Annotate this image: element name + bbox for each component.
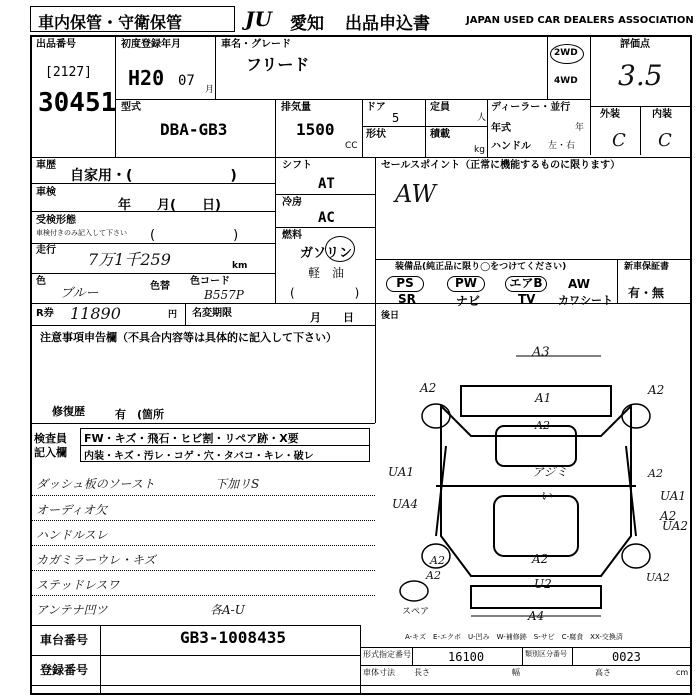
displacement-unit: CC xyxy=(345,141,358,151)
repair-value: 有 (箇所 xyxy=(115,408,165,421)
handle-label: ハンドル xyxy=(491,141,531,152)
recycle-value: 11890 xyxy=(70,304,121,323)
capacity-label: 定員 xyxy=(430,102,450,113)
damage-mark: い xyxy=(540,489,553,503)
notes-label: 注意事項申告欄（不具合内容等は具体的に記入して下さい） xyxy=(40,331,337,344)
car-damage-diagram xyxy=(376,326,692,646)
name-change-label: 名変期限 xyxy=(192,308,232,319)
lot-code: [2127] xyxy=(45,65,92,80)
class-number-label: 類別区分番号 xyxy=(525,650,567,658)
region-label: 愛知 xyxy=(290,14,324,34)
width-label: 幅 xyxy=(512,668,520,677)
damage-mark: A2 xyxy=(532,552,549,566)
lot-number: 30451 xyxy=(38,88,117,118)
year-label: 年式 xyxy=(491,123,511,134)
damage-mark: UA4 xyxy=(392,497,419,511)
warranty-value: 有・無 xyxy=(628,286,665,300)
damage-mark: A4 xyxy=(528,609,545,623)
damage-mark: A3 xyxy=(532,345,550,360)
acceptance-note: 車検付きのみ記入して下さい xyxy=(36,229,127,237)
type-number-label: 形式指定番号 xyxy=(363,650,411,659)
height-label: 高さ xyxy=(595,668,611,677)
type-value: DBA-GB3 xyxy=(160,120,228,139)
fuel-value: ガソリン xyxy=(300,246,353,261)
repair-label: 修復歴 xyxy=(52,405,85,418)
association-name: JAPAN USED CAR DEALERS ASSOCIATION xyxy=(466,15,694,26)
inspection-label: 車検 xyxy=(36,187,56,198)
damage-mark: A2 xyxy=(648,383,665,397)
equip-navi: ナビ xyxy=(456,294,481,308)
sales-point-label: セールスポイント（正常に機能するものに限ります） xyxy=(381,160,621,171)
equipment-label: 装備品(純正品に限り◯をつけてください) xyxy=(395,262,567,272)
displacement-label: 排気量 xyxy=(281,102,311,113)
fuel-alt-value: 軽 油 xyxy=(308,266,345,280)
type-number-value: 16100 xyxy=(448,650,485,664)
remark-line: ダッシュ板のソースト xyxy=(36,477,155,491)
remark-line: ステッドレスワ xyxy=(36,578,120,592)
dealer-label: ディーラー・並行 xyxy=(491,102,571,113)
color-code-value: B557P xyxy=(204,288,244,302)
damage-mark: A2 xyxy=(420,381,437,395)
chassis-value: GB3-1008435 xyxy=(180,628,286,647)
mileage-unit: km xyxy=(232,261,248,271)
model-value: フリード xyxy=(246,55,310,74)
repaint-label: 色替 xyxy=(150,281,170,292)
registration-label: 初度登録年月 xyxy=(121,39,181,50)
inspector-row2: 内装・キズ・汚レ・コゲ・穴・タバコ・キレ・破レ xyxy=(84,451,314,462)
aircon-value: AC xyxy=(318,210,335,226)
chassis-label: 車台番号 xyxy=(40,633,89,647)
load-label: 積載 xyxy=(430,129,450,140)
size-unit: cm xyxy=(676,668,689,677)
remark-line: ハンドルスレ xyxy=(36,528,108,542)
type-label: 型式 xyxy=(121,102,141,113)
damage-mark: A1 xyxy=(535,391,552,405)
remark-side-note: 下加リS xyxy=(215,477,260,491)
drive-2wd-text: 2WD xyxy=(554,48,578,58)
storage-label: 車内保管・守衛保管 xyxy=(38,13,183,32)
damage-mark: UA1 xyxy=(660,489,687,503)
inspector-row1: FW・キズ・飛石・ヒビ割・リペア跡・X要 xyxy=(84,432,299,445)
model-label: 車名・グレード xyxy=(221,39,291,50)
history-value: 自家用・( ) xyxy=(70,168,237,184)
sales-point-value: AW xyxy=(395,180,437,208)
inspection-value: 年 月( 日) xyxy=(118,198,221,213)
registration-era: H20 xyxy=(128,66,165,90)
exterior-label: 外装 xyxy=(600,109,620,120)
size-label: 車体寸法 xyxy=(363,668,395,677)
damage-mark: UA1 xyxy=(388,465,415,479)
fuel-selected-circle xyxy=(325,236,355,262)
recycle-label: R券 xyxy=(36,308,54,319)
mileage-value: 7万1千259 xyxy=(88,250,171,269)
name-change-value: 月 日 xyxy=(310,311,354,324)
drive-4wd-text: 4WD xyxy=(554,76,578,86)
ju-logo: JU xyxy=(245,7,272,31)
score-label: 評価点 xyxy=(620,39,650,50)
equip-aw: AW xyxy=(568,277,590,291)
shift-label: シフト xyxy=(282,160,312,171)
doors-label: ドア xyxy=(366,102,386,113)
doors-value: 5 xyxy=(392,111,400,125)
history-label: 車歴 xyxy=(36,160,56,171)
equip-sr: SR xyxy=(398,292,416,306)
warranty-label: 新車保証書 xyxy=(624,262,670,272)
interior-label: 内装 xyxy=(652,109,672,120)
inspector-label: 検査員記入欄 xyxy=(34,432,67,459)
fuel-other: ( ) xyxy=(290,286,360,300)
class-number-value: 0023 xyxy=(612,650,641,664)
damage-mark: A2 xyxy=(426,569,441,582)
displacement-value: 1500 xyxy=(296,120,335,139)
load-unit: kg xyxy=(474,145,485,155)
length-label: 長さ xyxy=(414,668,430,677)
year-unit: 年 xyxy=(575,123,585,133)
reg-number-label: 登録番号 xyxy=(40,663,89,677)
score-value: 3.5 xyxy=(618,59,663,92)
remark-line: カガミラーウレ・キズ xyxy=(36,553,156,567)
mileage-label: 走行 xyxy=(36,245,56,256)
shift-value: AT xyxy=(318,176,335,192)
acceptance-label: 受検形態 xyxy=(36,215,76,226)
equip-leather: カワシート xyxy=(558,294,613,307)
color-label: 色 xyxy=(36,276,46,287)
equip-ps: PS xyxy=(386,276,424,292)
damage-mark: UA2 xyxy=(646,571,670,584)
equip-airbag: エアB xyxy=(505,276,547,292)
capacity-unit: 人 xyxy=(477,113,487,123)
equip-tv: TV xyxy=(518,292,536,306)
damage-mark: A2 xyxy=(660,509,677,523)
remark-side-note: 各A-U xyxy=(210,603,245,617)
damage-mark: A2 xyxy=(430,554,445,567)
remark-line: アンテナ凹ツ xyxy=(36,603,108,617)
exterior-grade: C xyxy=(612,130,626,151)
handle-options: 左・右 xyxy=(548,141,576,151)
fuel-label: 燃料 xyxy=(282,230,302,241)
later-label: 後日 xyxy=(381,311,400,321)
damage-mark: UA2 xyxy=(662,519,689,533)
damage-legend: A-キズ E-エクボ U-凹み W-補修跡 S-サビ C-腐食 XX-交換済 xyxy=(405,633,623,641)
color-value: ブルー xyxy=(60,286,99,301)
spare-label: スペア xyxy=(402,607,430,617)
form-title: 出品申込書 xyxy=(345,14,430,34)
interior-grade: C xyxy=(658,130,672,151)
registration-month-unit: 月 xyxy=(205,85,215,95)
registration-month: 07 xyxy=(178,73,195,89)
damage-mark: U2 xyxy=(534,577,552,591)
equip-pw: PW xyxy=(447,276,485,292)
damage-mark: A2 xyxy=(648,467,663,480)
color-code-label: 色コード xyxy=(190,276,230,287)
damage-mark: アジミ xyxy=(532,465,568,479)
shape-label: 形状 xyxy=(366,129,386,140)
recycle-unit: 円 xyxy=(168,310,178,320)
lot-label: 出品番号 xyxy=(36,39,76,50)
damage-mark: A2 xyxy=(535,419,550,432)
acceptance-value: ( ) xyxy=(150,228,239,243)
remark-line: オーディオ欠 xyxy=(36,503,108,517)
aircon-label: 冷房 xyxy=(282,197,302,208)
